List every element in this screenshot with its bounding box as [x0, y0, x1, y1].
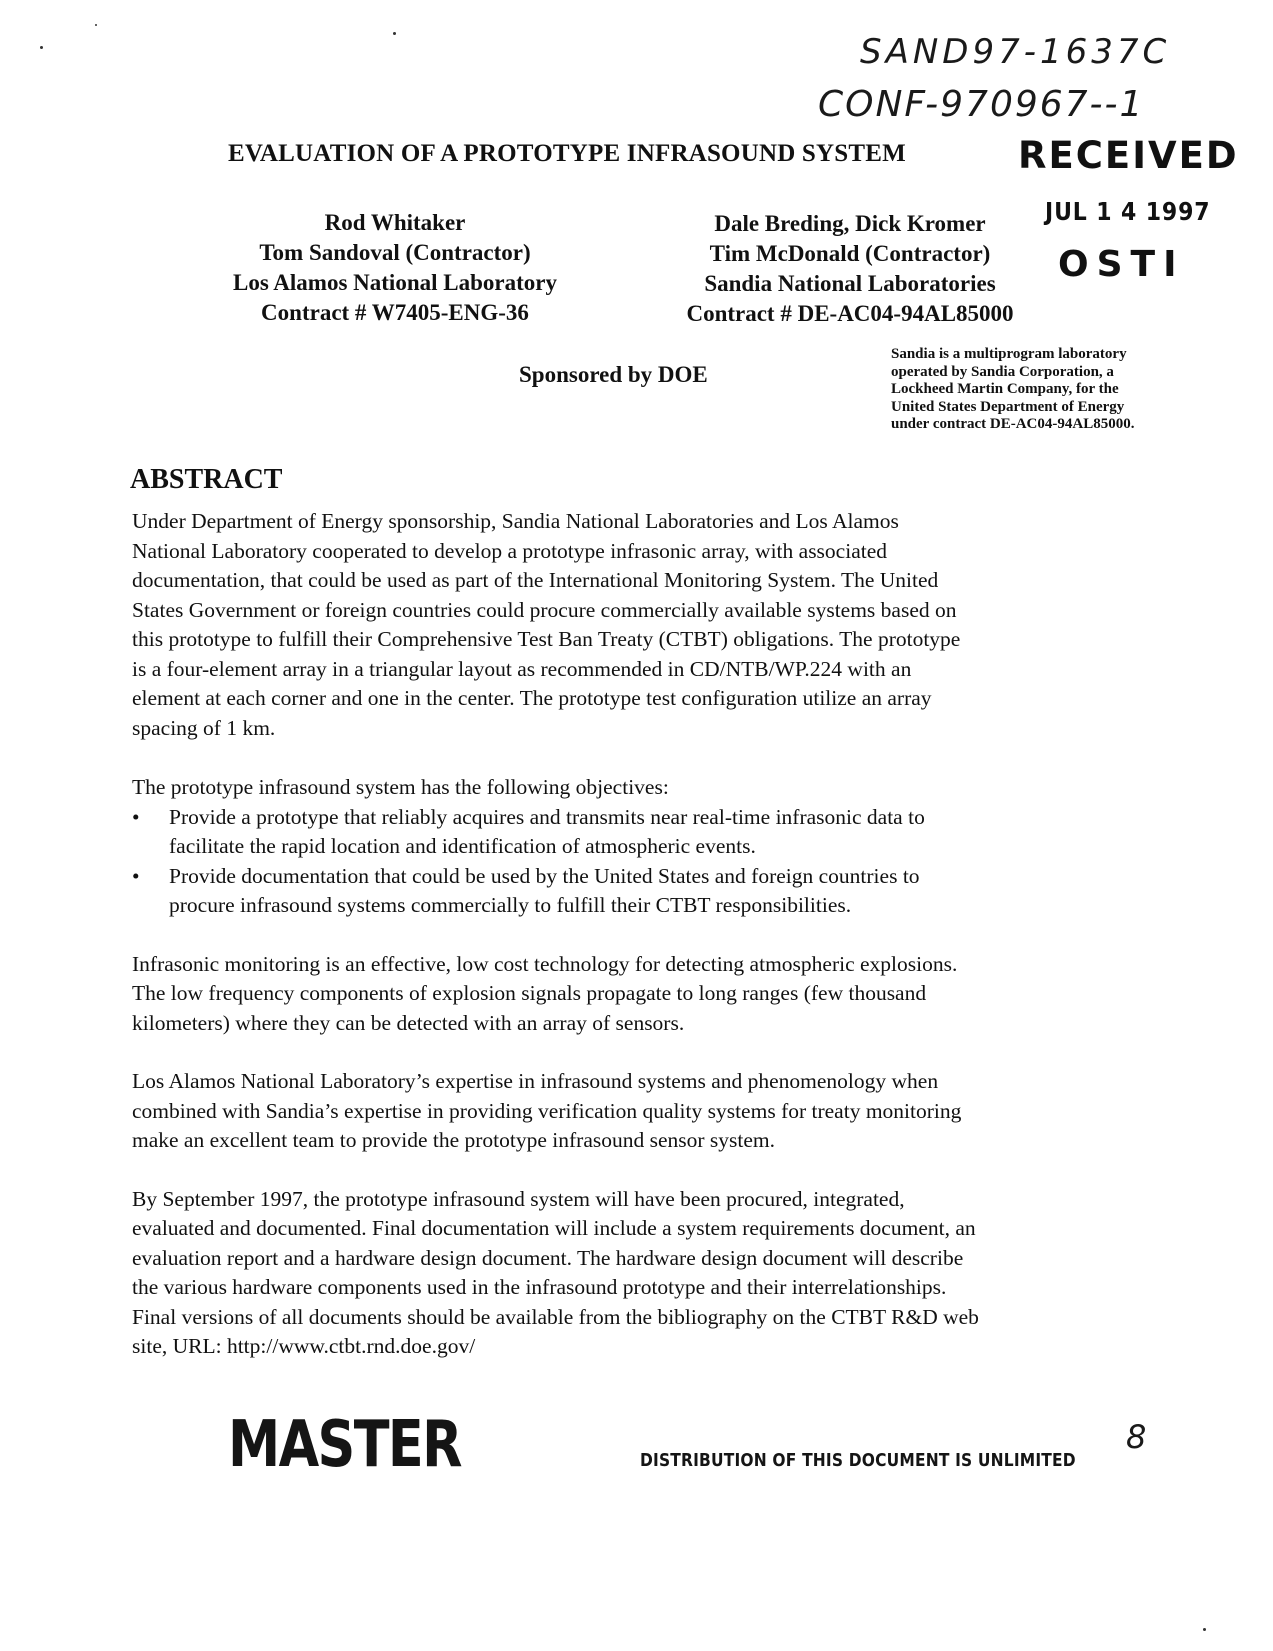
author-line: Dale Breding, Dick Kromer [714, 211, 986, 236]
text-line: documentation, that could be used as part of the International Monitoring System. The United [132, 568, 939, 592]
text-line: site, URL: http://www.ctbt.rnd.doe.gov/ [132, 1334, 476, 1358]
note-line: Sandia is a multiprogram laboratory [891, 346, 1127, 362]
text-line: the various hardware components used in the infrasound prototype and their interrelationships. [132, 1275, 947, 1299]
abstract-heading: ABSTRACT [130, 464, 283, 495]
scan-speck [393, 32, 396, 35]
abstract-paragraph-4 [132, 1067, 1242, 1156]
text-line: combined with Sandia’s expertise in providing verification quality systems for treaty monitoring [132, 1098, 962, 1123]
contract-number: Contract # DE-AC04-94AL85000 [686, 301, 1014, 326]
note-line: United States Department of Energy [891, 398, 1125, 415]
author-block-lanl [202, 208, 588, 328]
text-line: Provide a prototype that reliably acquires and transmits near real-time infrasonic data to [169, 804, 925, 829]
received-stamp: RECEIVED [1018, 134, 1239, 177]
text-line: is a four-element array in a triangular layout as recommended in CD/NTB/WP.224 with an [132, 656, 912, 681]
objectives-list [132, 803, 1242, 921]
document-title: EVALUATION OF A PROTOTYPE INFRASOUND SYSTEM [228, 140, 906, 167]
text-line: Final versions of all documents should be available from the bibliography on the CTBT R&D web [132, 1304, 979, 1329]
osti-stamp: OSTI [1058, 244, 1185, 285]
scan-speck [95, 24, 97, 26]
bullet-icon: • [132, 804, 140, 829]
handwritten-report-number: SAND97-1637C [860, 32, 1171, 72]
text-line: evaluation report and a hardware design document. The hardware design document will describe [132, 1245, 964, 1270]
abstract-paragraph-5 [132, 1185, 1242, 1362]
author-line: Rod Whitaker [324, 210, 466, 235]
objective-item [132, 862, 1242, 921]
text-line: By September 1997, the prototype infrasound system will have been procured, integrated, [132, 1186, 905, 1211]
note-line: under contract DE-AC04-94AL85000. [891, 416, 1135, 432]
note-line: Lockheed Martin Company, for the [891, 381, 1119, 397]
text-line: Under Department of Energy sponsorship, Sandia National Laboratories and Los Alamos [132, 509, 899, 533]
text-line: make an excellent team to provide the prototype infrasound sensor system. [132, 1128, 776, 1152]
author-affiliation: Los Alamos National Laboratory [233, 270, 557, 295]
text-line: procure infrasound systems commercially to fulfill their CTBT responsibilities. [169, 893, 852, 917]
handwritten-conference-number: CONF-970967--1 [818, 84, 1145, 125]
note-line: operated by Sandia Corporation, a [891, 363, 1114, 380]
author-line: Tim McDonald (Contractor) [709, 241, 991, 266]
text-line: kilometers) where they can be detected with an array of sensors. [132, 1010, 685, 1035]
author-line: Tom Sandoval (Contractor) [259, 240, 531, 265]
author-affiliation: Sandia National Laboratories [704, 271, 996, 296]
objective-item [132, 803, 1242, 862]
author-block-sandia [662, 209, 1038, 329]
text-line: Los Alamos National Laboratory’s expertise in infrasound systems and phenomenology when [132, 1069, 939, 1093]
scan-speck [40, 46, 43, 49]
abstract-paragraph-1 [132, 507, 1242, 743]
sponsor-line: Sponsored by DOE [519, 362, 708, 387]
text-line: spacing of 1 km. [132, 715, 276, 740]
abstract-body [132, 507, 1242, 1362]
objectives-intro: The prototype infrasound system has the following objectives: [132, 775, 669, 799]
text-line: evaluated and documented. Final documentation will include a system requirements document, an [132, 1216, 976, 1240]
handwritten-page-mark: 8 [1126, 1418, 1147, 1456]
scan-speck [1203, 1628, 1206, 1631]
distribution-stamp: DISTRIBUTION OF THIS DOCUMENT IS UNLIMITED [640, 1450, 1076, 1471]
abstract-paragraph-3 [132, 950, 1242, 1039]
text-line: this prototype to fulfill their Comprehensive Test Ban Treaty (CTBT) obligations. The prototype [132, 627, 961, 651]
text-line: Infrasonic monitoring is an effective, low cost technology for detecting atmospheric explosions. [132, 951, 958, 976]
text-line: Provide documentation that could be used by the United States and foreign countries to [169, 863, 920, 888]
master-stamp: MASTER [228, 1408, 461, 1482]
sandia-disclaimer-note [891, 346, 1221, 434]
text-line: The low frequency components of explosion signals propagate to long ranges (few thousand [132, 981, 927, 1005]
bullet-icon: • [132, 863, 140, 888]
text-line: States Government or foreign countries could procure commercially available systems based on [132, 597, 957, 622]
text-line: facilitate the rapid location and identification of atmospheric events. [169, 834, 756, 858]
text-line: National Laboratory cooperated to develop a prototype infrasonic array, with associated [132, 538, 887, 563]
date-stamp: JUL 1 4 1997 [1045, 197, 1211, 226]
contract-number: Contract # W7405-ENG-36 [261, 300, 529, 325]
text-line: element at each corner and one in the center. The prototype test configuration utilize an array [132, 686, 932, 710]
